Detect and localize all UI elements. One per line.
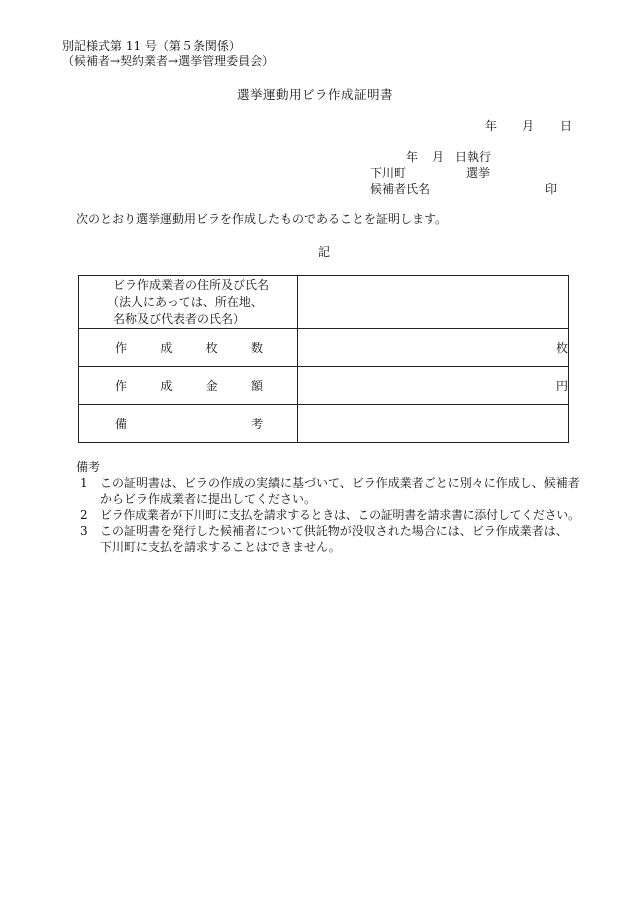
- print-amount-char: 金: [205, 378, 218, 393]
- corporate-note-line1: （法人にあっては、所在地、: [107, 294, 263, 309]
- sheet-unit: 枚: [555, 340, 568, 355]
- candidate-name-label: 候補者氏名: [370, 182, 431, 196]
- date-month: 月: [522, 119, 535, 133]
- note-number: 2: [80, 508, 88, 522]
- date-day: 日: [560, 119, 573, 133]
- table-row: [79, 367, 569, 405]
- table-row: [79, 329, 569, 367]
- note-text: この証明書は、ビラの作成の実績に基づいて、ビラ作成業者ごとに別々に作成し、候補者: [100, 476, 580, 490]
- remarks-field[interactable]: [298, 405, 569, 443]
- date-year: 年: [485, 119, 498, 133]
- document-title: 選挙運動用ビラ作成証明書: [237, 87, 394, 102]
- remarks-char: 考: [250, 416, 263, 431]
- table-row: [79, 276, 569, 329]
- vendor-address-label-cell: [79, 276, 298, 329]
- print-amount-char: 成: [160, 378, 173, 393]
- print-count-char: 成: [160, 340, 173, 355]
- certification-statement: 次のとおり選挙運動用ビラを作成したものであることを証明します。: [76, 212, 448, 226]
- print-count-field[interactable]: [298, 329, 569, 367]
- print-amount-label-cell: [79, 367, 298, 405]
- note-number: 3: [80, 524, 88, 538]
- remarks-char: 備: [115, 416, 128, 431]
- vendor-address-label: ビラ作成業者の住所及び氏名: [113, 277, 270, 292]
- vendor-address-field[interactable]: [298, 276, 569, 329]
- note-text: からビラ作成業者に提出してください。: [100, 492, 317, 506]
- corporate-note-line2: 名称及び代表者の氏名）: [113, 311, 246, 326]
- print-amount-field[interactable]: [298, 367, 569, 405]
- exec-year: 年: [406, 150, 419, 164]
- exec-month: 月: [432, 150, 445, 164]
- print-count-char: 数: [250, 340, 263, 355]
- exec-day: 日執行: [455, 150, 492, 164]
- note-text: ビラ作成業者が下川町に支払を請求するときは、この証明書を請求書に添付してください。: [100, 508, 580, 522]
- form-flow: （候補者→契約業者→選挙管理委員会）: [62, 54, 275, 68]
- note-text: この証明書を発行した候補者について供託物が没収された場合には、ビラ作成業者は、: [100, 524, 568, 538]
- election-label: 選挙: [466, 166, 491, 180]
- print-amount-char: 作: [115, 378, 128, 393]
- table-row: [79, 405, 569, 443]
- remarks-label-cell: [79, 405, 298, 443]
- yen-unit: 円: [555, 378, 568, 393]
- print-count-char: 枚: [205, 340, 218, 355]
- ki-mark: 記: [318, 245, 331, 259]
- note-number: 1: [80, 476, 88, 490]
- notes-heading: 備考: [76, 460, 101, 474]
- print-count-char: 作: [115, 340, 128, 355]
- town-name: 下川町: [370, 166, 407, 180]
- form-number: 別記様式第 11 号（第５条関係）: [62, 39, 241, 53]
- seal-mark: 印: [545, 182, 558, 196]
- note-text: 下川町に支払を請求することはできません。: [100, 540, 341, 554]
- print-count-label-cell: [79, 329, 298, 367]
- print-amount-char: 額: [250, 378, 263, 393]
- certificate-table: [78, 275, 569, 443]
